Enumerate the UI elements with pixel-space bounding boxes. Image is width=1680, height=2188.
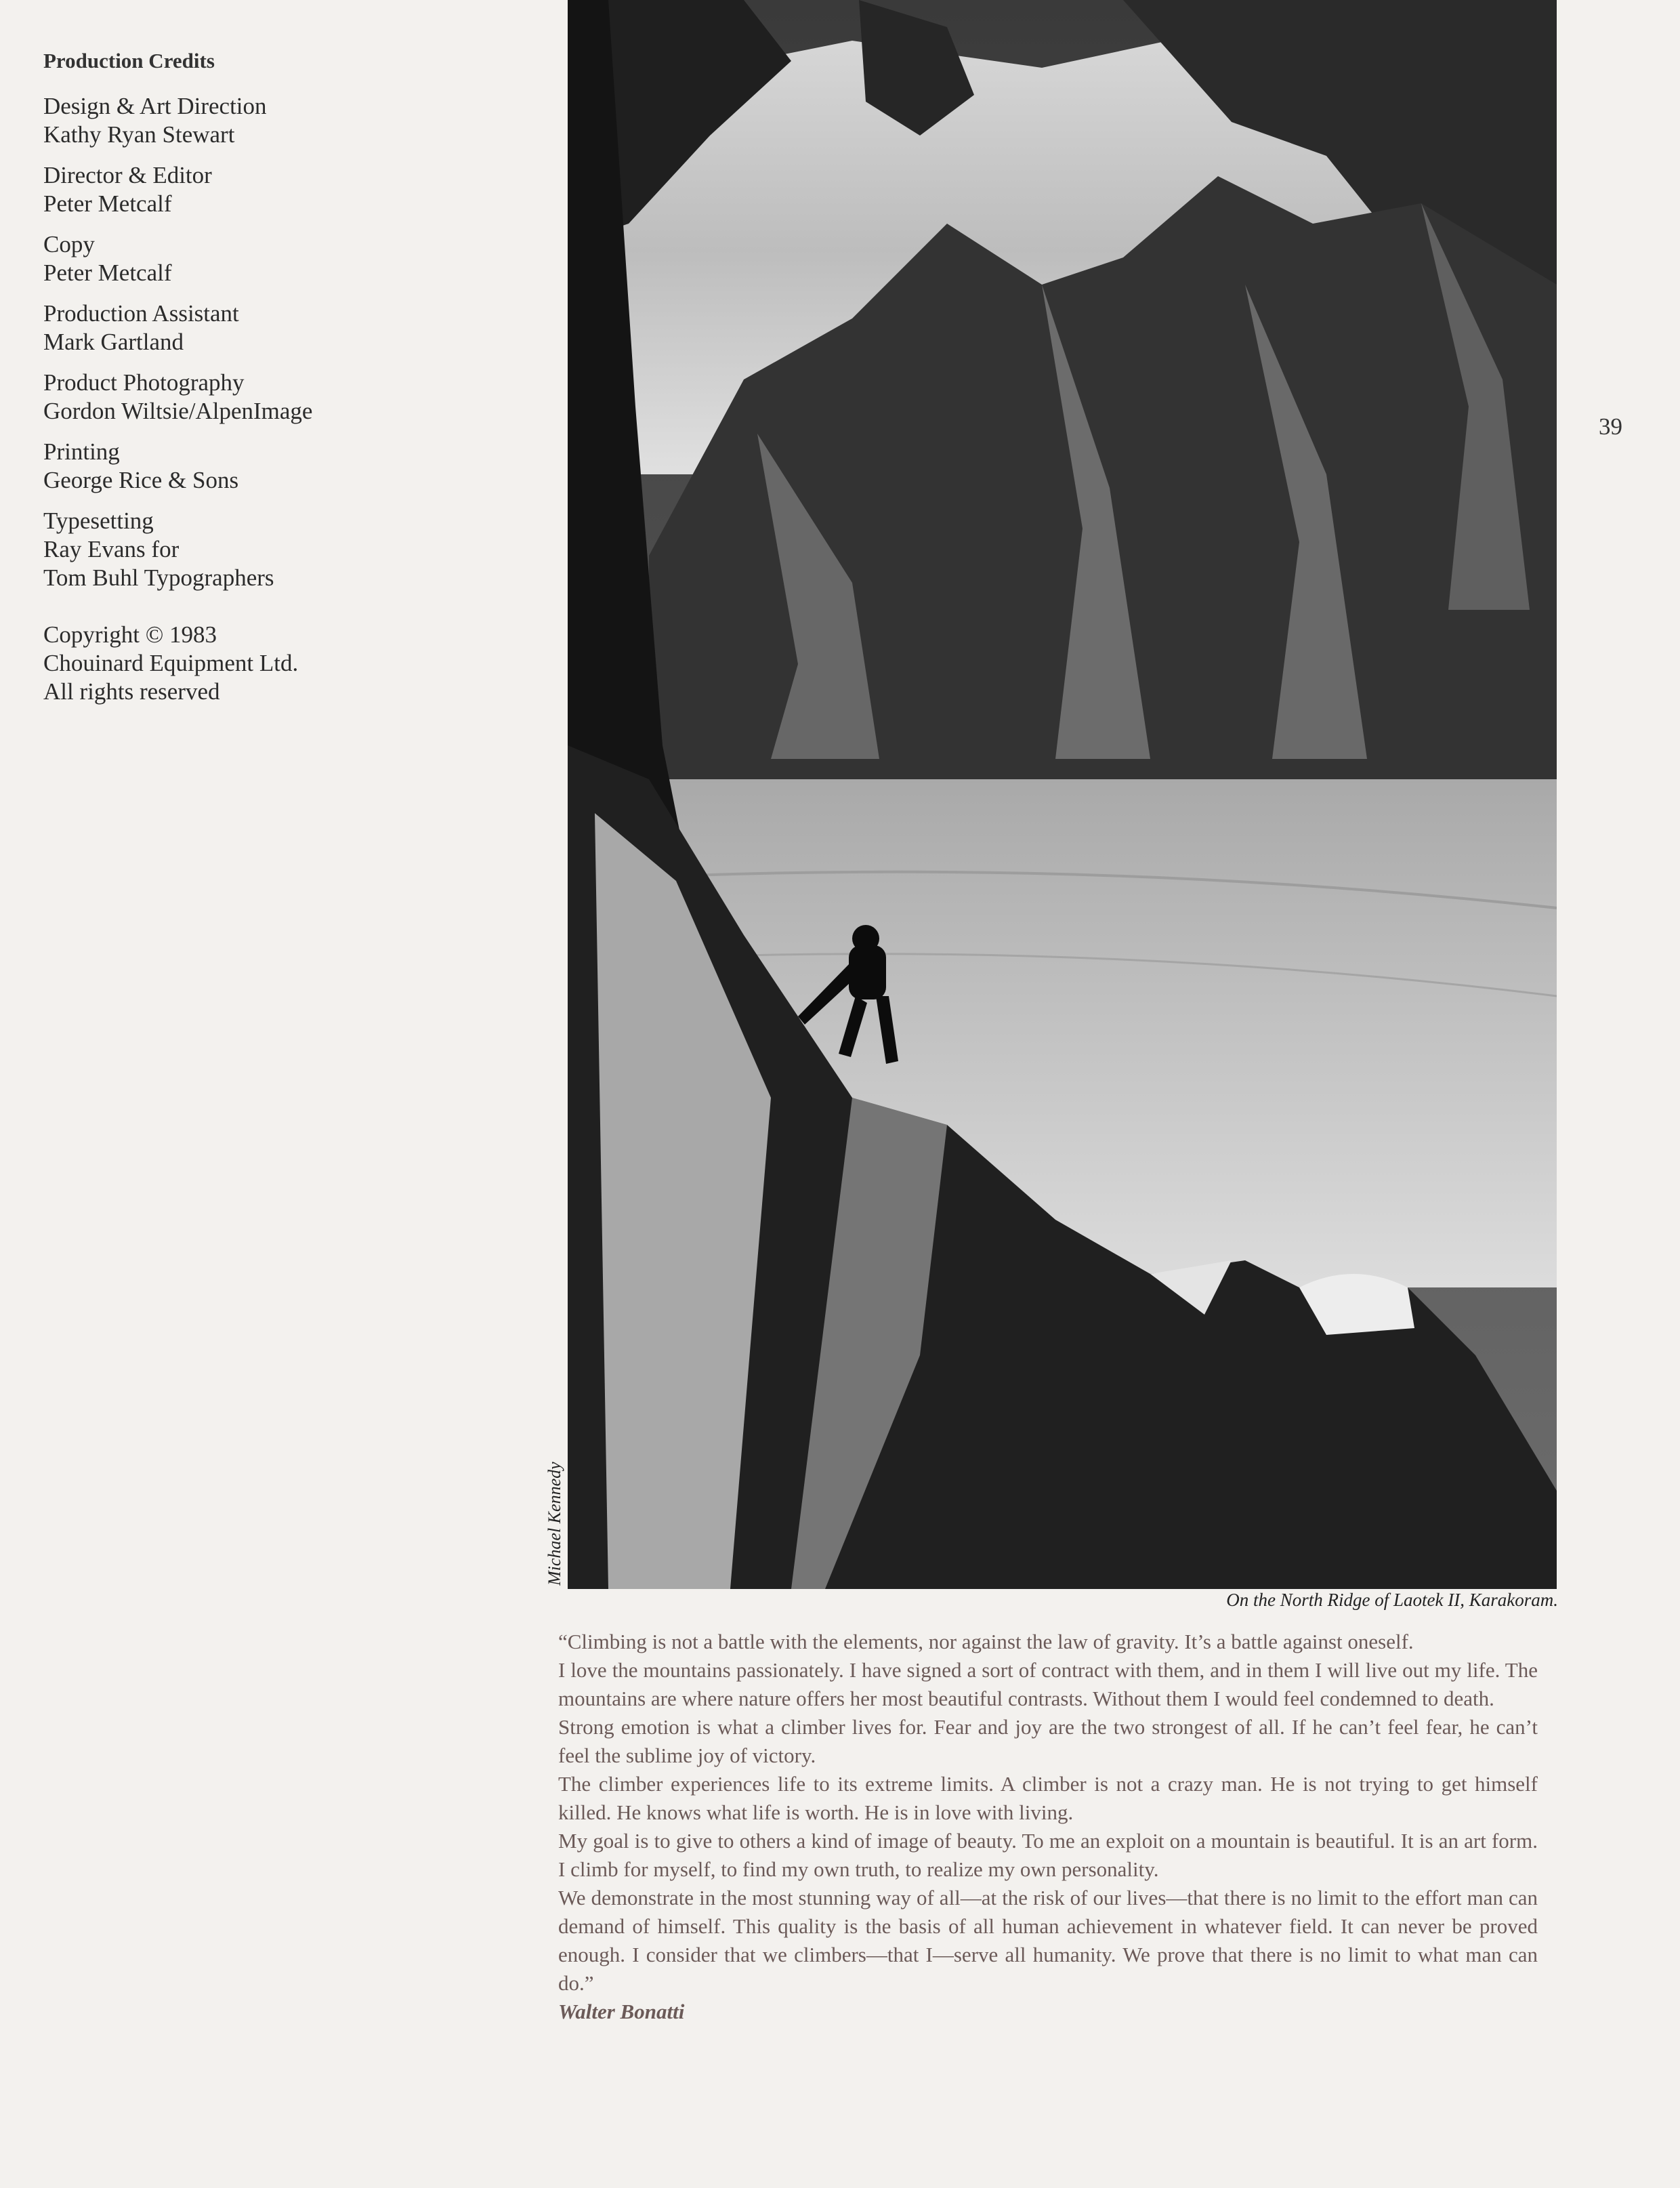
credit-role: Printing [43, 438, 120, 465]
credit-entry [43, 161, 518, 218]
credit-list [43, 92, 518, 592]
credit-role: Product Photography [43, 369, 245, 396]
credit-name: Tom Buhl Typographers [43, 564, 274, 591]
credit-entry [43, 369, 518, 426]
page-number: 39 [1599, 413, 1622, 440]
credit-name: Mark Gartland [43, 329, 184, 355]
photo-credit: Michael Kennedy [545, 1462, 564, 1586]
credits-heading: Production Credits [43, 49, 215, 73]
quote-paragraph: We demonstrate in the most stunning way of all—at the risk of our lives—that there is no limit to the effort man can demand of himself. This quality is the basis of all human achievement in whatever field. It can never be proved enough. I consider that we climbers—that I—serve all humanity. We prove that there is no limit to what man can do.” [558, 1886, 1538, 1995]
copyright-line: All rights reserved [43, 678, 220, 705]
credit-entry [43, 92, 518, 149]
quote-paragraphs [558, 1628, 1538, 1998]
credit-name: Peter Metcalf [43, 190, 172, 217]
quote-author: Walter Bonatti [558, 2000, 685, 2023]
quote-paragraph: I love the mountains passionately. I have signed a sort of contract with them, and in them I will live out my life. The mountains are where nature offers her most beautiful contrasts. Without them I would feel condemned to death. [558, 1658, 1538, 1710]
quote-block [558, 1628, 1538, 2026]
credit-role: Typesetting [43, 508, 154, 534]
photo-caption: On the North Ridge of Laotek II, Karakoram. [1226, 1590, 1558, 1610]
credit-role: Production Assistant [43, 300, 239, 327]
photo-illustration [568, 0, 1557, 1589]
credit-entry [43, 438, 518, 495]
copyright-notice [43, 621, 518, 706]
quote-paragraph: My goal is to give to others a kind of image of beauty. To me an exploit on a mountain is beautiful. It is an art form. I climb for myself, to find my own truth, to realize my own personality. [558, 1829, 1538, 1881]
credit-name: George Rice & Sons [43, 467, 239, 493]
credit-role: Director & Editor [43, 162, 212, 188]
credit-name: Kathy Ryan Stewart [43, 121, 235, 148]
credit-entry [43, 230, 518, 287]
credit-role: Copy [43, 231, 95, 257]
mountain-photo [568, 0, 1557, 1589]
credit-role: Design & Art Direction [43, 93, 267, 119]
credit-entry [43, 507, 518, 592]
credit-name: Peter Metcalf [43, 260, 172, 286]
quote-paragraph: The climber experiences life to its extreme limits. A climber is not a crazy man. He is not trying to get himself killed. He knows what life is worth. He is in love with living. [558, 1772, 1538, 1824]
credit-name: Gordon Wiltsie/AlpenImage [43, 398, 313, 424]
credit-entry [43, 300, 518, 356]
quote-paragraph: Strong emotion is what a climber lives for. Fear and joy are the two strongest of all. If he can’t feel fear, he can’t feel the sublime joy of victory. [558, 1715, 1538, 1767]
copyright-line: Copyright © 1983 [43, 621, 217, 648]
quote-paragraph: “Climbing is not a battle with the elements, nor against the law of gravity. It’s a battle against oneself. [558, 1630, 1414, 1653]
credit-name: Ray Evans for [43, 536, 180, 562]
production-credits [43, 49, 518, 706]
copyright-line: Chouinard Equipment Ltd. [43, 650, 299, 676]
